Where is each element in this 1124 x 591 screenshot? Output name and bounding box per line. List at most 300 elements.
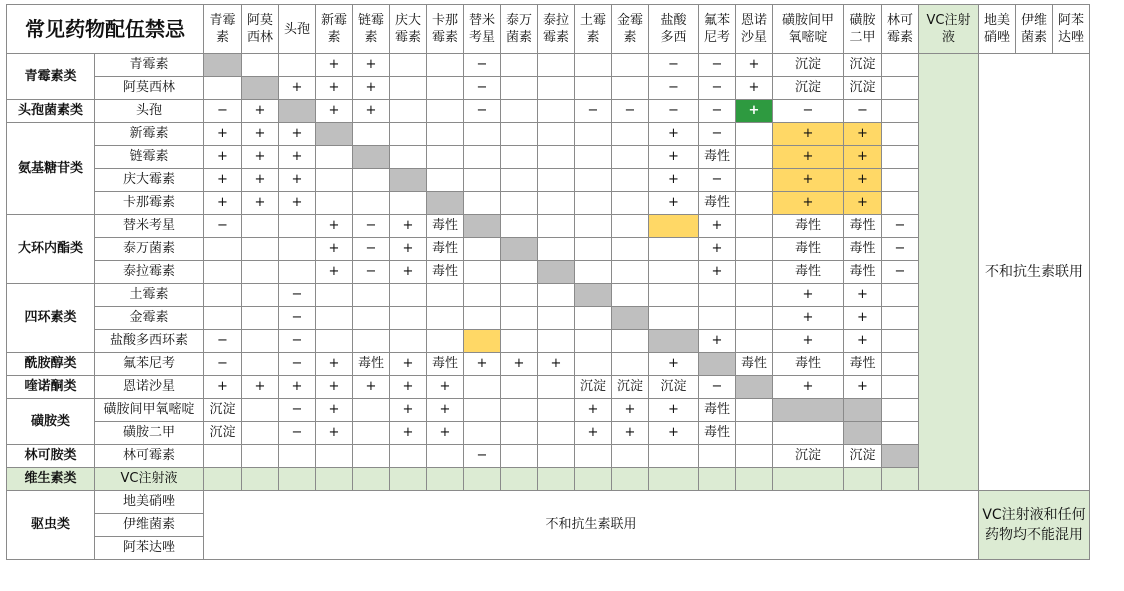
drug-name-cell: 磺胺间甲氧嘧啶 [95,399,204,422]
compatibility-cell [538,215,575,238]
compatibility-cell [353,445,390,468]
compatibility-cell [575,192,612,215]
compatibility-cell [882,330,919,353]
column-header-line: 新霉 [320,13,347,28]
compatibility-cell [882,146,919,169]
drug-name-cell: 庆大霉素 [95,169,204,192]
compatibility-cell [427,445,464,468]
compatibility-cell: + [699,330,736,353]
compatibility-cell: + [773,307,844,330]
drug-name-cell: 金霉素 [95,307,204,330]
compatibility-cell [882,399,919,422]
compatibility-cell [538,284,575,307]
drug-name-cell: 青霉素 [95,54,204,77]
compatibility-cell: − [699,100,736,123]
category-cell: 林可胺类 [7,445,95,468]
compatibility-cell: + [649,169,699,192]
compatibility-cell [575,330,612,353]
compatibility-cell [612,307,649,330]
compatibility-cell [390,445,427,468]
compatibility-cell [242,284,279,307]
compatibility-cell [844,399,882,422]
compatibility-cell: + [279,192,316,215]
drug-name-cell: 林可霉素 [95,445,204,468]
compatibility-cell: − [464,100,501,123]
compatibility-cell: + [699,215,736,238]
compatibility-cell: + [736,54,773,77]
compatibility-cell [316,330,353,353]
compatibility-cell [427,307,464,330]
compatibility-cell [279,261,316,284]
compatibility-cell: 沉淀 [204,422,242,445]
compatibility-cell [538,192,575,215]
compatibility-cell: − [882,215,919,238]
compatibility-cell [464,330,501,353]
compatibility-cell: 沉淀 [773,77,844,100]
compatibility-cell: + [649,422,699,445]
compatibility-cell: 沉淀 [575,376,612,399]
compatibility-cell: − [649,54,699,77]
column-header-line: 考星 [468,30,495,45]
compatibility-cell [242,238,279,261]
drug-name-cell: 恩诺沙星 [95,376,204,399]
compatibility-cell [538,54,575,77]
compatibility-cell: + [316,422,353,445]
column-header [844,5,882,54]
category-cell: 维生素类 [7,468,95,491]
compatibility-cell [882,77,919,100]
column-header-line: 磺胺间甲 [781,13,834,28]
compatibility-cell [699,307,736,330]
compatibility-cell [204,307,242,330]
compatibility-cell [882,422,919,445]
compatibility-cell [464,169,501,192]
compatibility-cell: − [204,353,242,376]
compatibility-cell [501,77,538,100]
compatibility-cell [612,330,649,353]
column-header [204,5,242,54]
category-cell: 青霉素类 [7,54,95,100]
compatibility-cell: + [649,399,699,422]
compatibility-cell: − [353,215,390,238]
compatibility-cell: + [427,399,464,422]
compatibility-cell [649,307,699,330]
column-header-line: 霉素 [431,30,458,45]
category-cell: 酰胺醇类 [7,353,95,376]
compatibility-cell: 沉淀 [844,54,882,77]
compatibility-cell: + [279,169,316,192]
compatibility-cell: + [773,123,844,146]
compatibility-cell [612,146,649,169]
compatibility-cell: 毒性 [427,261,464,284]
category-cell: 氨基糖苷类 [7,123,95,215]
column-header-line: 素 [623,30,637,45]
compatibility-cell [575,307,612,330]
vc-row-cell [353,468,390,491]
compatibility-cell [882,376,919,399]
compatibility-cell: + [538,353,575,376]
compatibility-cell: + [279,77,316,100]
compatibility-cell [464,307,501,330]
column-header [390,5,427,54]
compatibility-cell [353,399,390,422]
compatibility-cell: + [844,307,882,330]
compatibility-cell: − [279,353,316,376]
compatibility-cell: + [649,146,699,169]
compatibility-cell [501,192,538,215]
compatibility-cell: − [612,100,649,123]
compatibility-cell: 毒性 [773,238,844,261]
compatibility-cell: + [242,376,279,399]
column-header-line: 替米 [468,13,495,28]
vc-row-cell [390,468,427,491]
column-header [1016,5,1053,54]
column-header-line: 卡那 [431,13,458,28]
compatibility-cell [882,192,919,215]
compatibility-cell: + [204,192,242,215]
compatibility-cell: + [390,238,427,261]
compatibility-cell: − [699,77,736,100]
drug-name-cell: 泰万菌素 [95,238,204,261]
drug-name-cell: 链霉素 [95,146,204,169]
column-header [699,5,736,54]
compatibility-cell [501,284,538,307]
compatibility-cell [612,284,649,307]
compatibility-cell: 毒性 [699,422,736,445]
compatibility-cell: 毒性 [773,215,844,238]
compatibility-cell [464,238,501,261]
category-cell: 喹诺酮类 [7,376,95,399]
column-header [316,5,353,54]
compatibility-cell [882,284,919,307]
compatibility-cell: + [612,399,649,422]
compatibility-cell [464,284,501,307]
compatibility-cell [575,146,612,169]
compatibility-cell [316,146,353,169]
compatibility-cell [538,100,575,123]
compatibility-cell [242,445,279,468]
compatibility-cell [501,238,538,261]
column-header-line: 金霉 [616,13,643,28]
compatibility-cell [736,284,773,307]
compatibility-cell: 沉淀 [649,376,699,399]
compatibility-cell [316,123,353,146]
column-header-line: 链霉 [357,13,384,28]
compatibility-cell: 毒性 [844,215,882,238]
vc-row-cell [612,468,649,491]
compatibility-cell: − [279,330,316,353]
compatibility-cell [279,100,316,123]
column-header-line: 青霉 [209,13,236,28]
compatibility-cell: − [773,100,844,123]
compatibility-cell [204,77,242,100]
compatibility-cell: + [316,261,353,284]
drug-name-cell: 泰拉霉素 [95,261,204,284]
category-cell: 四环素类 [7,284,95,353]
compatibility-cell [427,330,464,353]
compatibility-cell [279,54,316,77]
column-header-line: 菌素 [1020,30,1047,45]
column-header-line: 西林 [246,30,273,45]
compatibility-cell: − [204,215,242,238]
compatibility-cell: + [204,376,242,399]
compatibility-cell: + [649,123,699,146]
vc-row-cell [773,468,844,491]
compatibility-cell [501,215,538,238]
compatibility-cell: 毒性 [699,192,736,215]
compatibility-cell [242,330,279,353]
column-header-line: 庆大 [394,13,421,28]
compatibility-cell [390,284,427,307]
compatibility-cell [736,169,773,192]
column-header-line: 盐酸 [660,13,687,28]
category-cell: 驱虫类 [7,491,95,560]
note-vc-no-mix: VC注射液和任何药物均不能混用 [979,491,1090,560]
compatibility-cell [501,445,538,468]
column-header [279,5,316,54]
vc-row-cell [464,468,501,491]
compatibility-cell: + [464,353,501,376]
column-header [919,5,979,54]
compatibility-cell: − [699,123,736,146]
compatibility-cell [427,100,464,123]
compatibility-cell [736,376,773,399]
compatibility-cell [612,238,649,261]
drug-name-cell: 磺胺二甲 [95,422,204,445]
compatibility-cell: + [204,146,242,169]
compatibility-cell [538,146,575,169]
compatibility-cell: 毒性 [844,238,882,261]
vc-row-cell [844,468,882,491]
compatibility-cell [736,445,773,468]
drug-name-cell: 阿莫西林 [95,77,204,100]
compatibility-cell [538,376,575,399]
compatibility-cell [612,54,649,77]
drug-name-cell: 土霉素 [95,284,204,307]
compatibility-cell [427,54,464,77]
compatibility-cell: + [844,192,882,215]
compatibility-cell: − [353,238,390,261]
compatibility-cell: − [464,54,501,77]
compatibility-cell [204,54,242,77]
column-header [427,5,464,54]
column-header-line: 素 [327,30,341,45]
compatibility-cell [501,330,538,353]
compatibility-cell: + [316,399,353,422]
drug-name-cell: 头孢 [95,100,204,123]
compatibility-cell [773,422,844,445]
compatibility-cell: + [736,77,773,100]
column-header-line: 素 [364,30,378,45]
compatibility-cell [736,422,773,445]
compatibility-cell: + [316,77,353,100]
compatibility-cell: + [612,422,649,445]
compatibility-cell [575,54,612,77]
compatibility-cell [390,146,427,169]
compatibility-cell [612,261,649,284]
compatibility-cell [575,77,612,100]
column-header-line: 达唑 [1057,30,1084,45]
compatibility-cell: 毒性 [699,399,736,422]
column-header [353,5,390,54]
compatibility-cell [353,123,390,146]
compatibility-cell [464,146,501,169]
compatibility-cell [649,215,699,238]
compatibility-cell [353,146,390,169]
compatibility-cell: + [773,284,844,307]
compatibility-cell: + [575,399,612,422]
compatibility-cell: − [353,261,390,284]
compatibility-cell [427,146,464,169]
compatibility-cell [464,399,501,422]
compatibility-cell [612,77,649,100]
compatibility-cell: 毒性 [844,353,882,376]
vc-row-cell [882,468,919,491]
compatibility-cell: + [316,376,353,399]
compatibility-cell [501,169,538,192]
compatibility-cell: + [242,192,279,215]
compatibility-cell: + [279,376,316,399]
compatibility-cell: 毒性 [353,353,390,376]
compatibility-cell: + [242,146,279,169]
compatibility-cell [204,445,242,468]
column-header-line: 泰拉 [542,13,569,28]
compatibility-cell: − [699,376,736,399]
compatibility-cell [575,353,612,376]
column-header [242,5,279,54]
compatibility-cell [242,353,279,376]
compatibility-cell [204,284,242,307]
compatibility-cell [501,307,538,330]
compatibility-cell [390,123,427,146]
compatibility-cell [390,100,427,123]
compatibility-cell [427,284,464,307]
column-header-line: 二甲 [849,30,876,45]
compatibility-cell: + [390,399,427,422]
drug-name-cell: VC注射液 [95,468,204,491]
vc-row-cell [575,468,612,491]
compatibility-cell: + [353,376,390,399]
compatibility-cell [612,169,649,192]
compatibility-cell: − [882,261,919,284]
drug-name-cell: 阿苯达唑 [95,537,204,560]
compatibility-cell [736,238,773,261]
compatibility-cell [882,353,919,376]
compatibility-cell: + [844,146,882,169]
column-header-line: 菌素 [505,30,532,45]
compatibility-cell [242,215,279,238]
drug-name-cell: 盐酸多西环素 [95,330,204,353]
compatibility-cell: + [773,330,844,353]
compatibility-cell: + [390,376,427,399]
column-header-line: 霉素 [542,30,569,45]
compatibility-cell [575,284,612,307]
vc-column-band [919,54,979,491]
drug-name-cell: 氟苯尼考 [95,353,204,376]
compatibility-cell [316,284,353,307]
compatibility-cell: 毒性 [844,261,882,284]
table-row [7,491,1090,514]
page-title: 常见药物配伍禁忌 [7,5,204,54]
category-cell: 大环内酯类 [7,215,95,284]
compatibility-cell: + [204,123,242,146]
compatibility-cell [538,330,575,353]
compatibility-cell [353,330,390,353]
column-header-line: 素 [215,30,229,45]
vc-row-cell [427,468,464,491]
compatibility-cell: + [427,422,464,445]
note-no-antibiotics-right: 不和抗生素联用 [979,54,1090,491]
compatibility-cell [316,169,353,192]
compatibility-cell: − [844,100,882,123]
compatibility-cell [353,422,390,445]
compatibility-cell [427,77,464,100]
compatibility-cell: 毒性 [699,146,736,169]
category-cell: 磺胺类 [7,399,95,445]
compatibility-cell: + [773,192,844,215]
compatibility-cell: + [773,146,844,169]
compatibility-cell: + [242,169,279,192]
compatibility-cell: − [882,238,919,261]
compatibility-cell [538,445,575,468]
compatibility-cell: − [699,54,736,77]
column-header [649,5,699,54]
compatibility-cell [699,284,736,307]
vc-row-cell [538,468,575,491]
compatibility-cell [736,399,773,422]
compatibility-cell [538,261,575,284]
compatibility-cell: + [279,123,316,146]
column-header-line: 尼考 [703,30,730,45]
compatibility-cell [242,261,279,284]
compatibility-cell: − [279,399,316,422]
compatibility-cell: + [316,100,353,123]
compatibility-cell [575,169,612,192]
compatibility-cell [501,422,538,445]
compatibility-cell: + [390,261,427,284]
compatibility-cell [316,192,353,215]
compatibility-cell [390,77,427,100]
compatibility-cell: − [575,100,612,123]
compatibility-cell [575,445,612,468]
compatibility-cell [736,261,773,284]
compatibility-cell [316,445,353,468]
compatibility-cell [736,215,773,238]
compatibility-cell [649,238,699,261]
compatibility-cell [390,192,427,215]
compatibility-cell: + [844,376,882,399]
compatibility-cell [427,123,464,146]
column-header-line: 林可 [886,13,913,28]
compatibility-cell: 沉淀 [773,445,844,468]
column-header-line: 氧嘧啶 [788,30,828,45]
compatibility-cell [390,307,427,330]
compatibility-cell: + [316,54,353,77]
compatibility-cell: + [736,100,773,123]
column-header-line: 硝唑 [983,30,1010,45]
column-header-line: 地美 [983,13,1010,28]
compatibility-cell: + [279,146,316,169]
column-header-line: 霉素 [886,30,913,45]
compatibility-cell [501,399,538,422]
compatibility-cell: + [844,169,882,192]
column-header [773,5,844,54]
drug-name-cell: 新霉素 [95,123,204,146]
column-header-line: 氟苯 [703,13,730,28]
column-header-line: 恩诺 [740,13,767,28]
compatibility-cell [501,146,538,169]
compatibility-cell [427,169,464,192]
